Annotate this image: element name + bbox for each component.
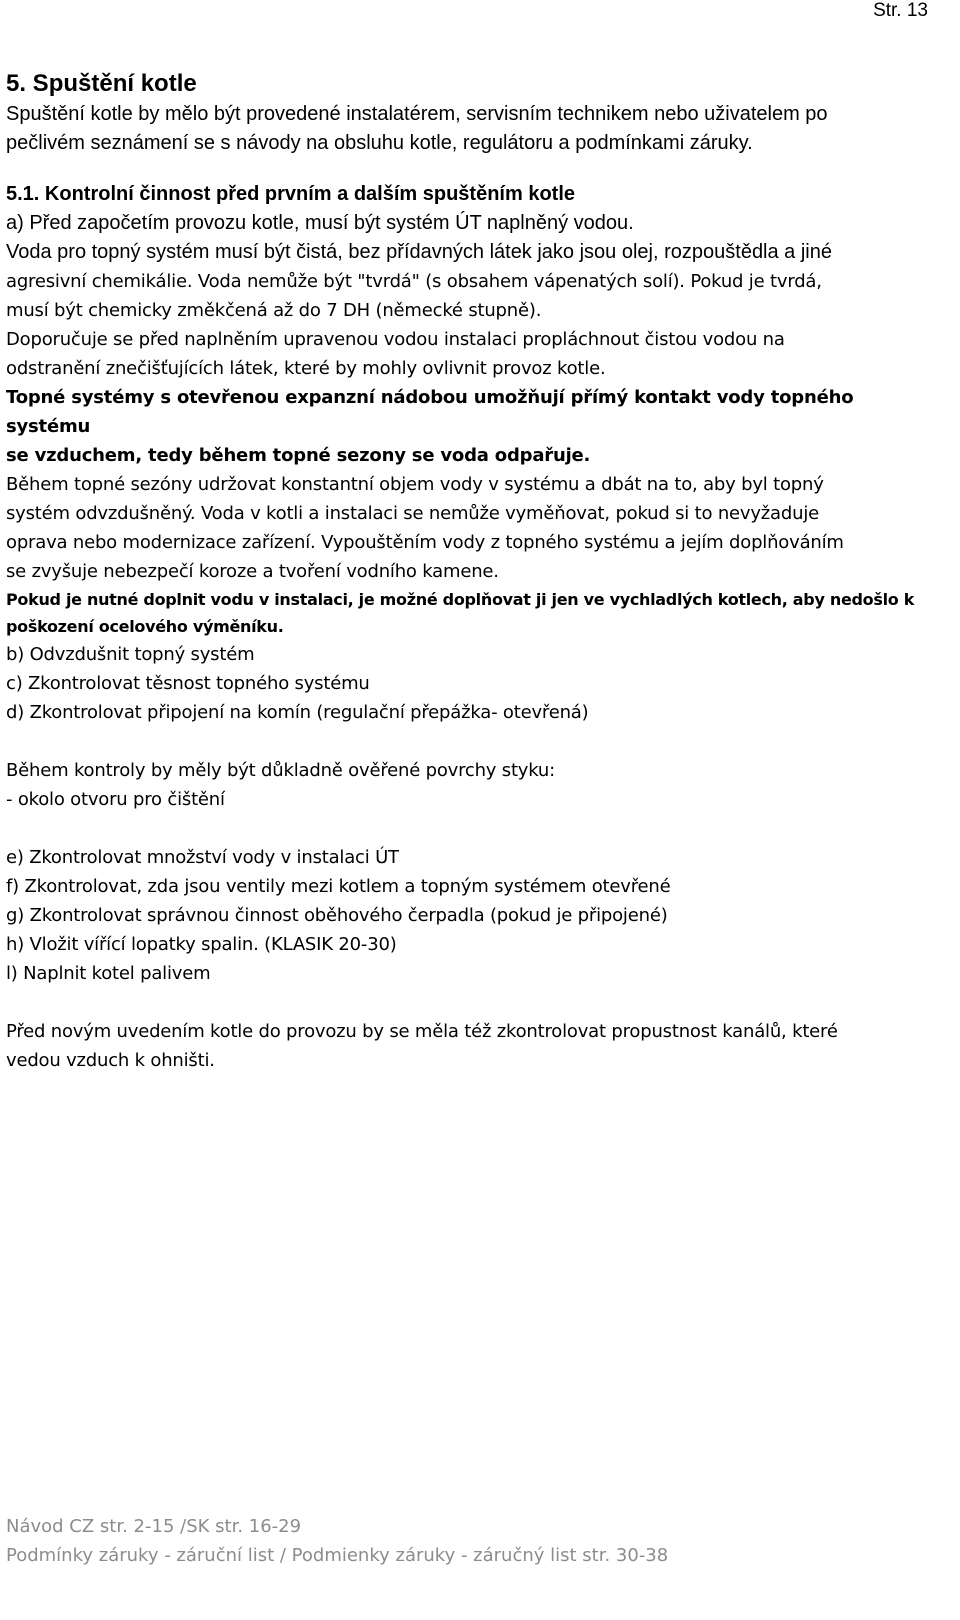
warning-line-1: Topné systémy s otevřenou expanzní nádobou umožňují přímý kontakt vody topného systému — [6, 387, 854, 437]
page-number: Str. 13 — [873, 0, 928, 21]
item-a: a) Před započetím provozu kotle, musí být systém ÚT naplněný vodou. — [6, 212, 634, 234]
water-line-2: agresivní chemikálie. Voda nemůže být "tvrdá" (s obsahem vápenatých solí). Pokud je tvrdá, — [6, 271, 822, 292]
footer-line-2: Podmínky záruky - záruční list / Podmienky záruky - záručný list str. 30-38 — [6, 1545, 669, 1566]
final-line-2: vedou vzduch k ohništi. — [6, 1050, 215, 1071]
rinse-line-2: odstranění znečišťujících látek, které by mohly ovlivnit provoz kotle. — [6, 358, 606, 379]
season-line-1: Během topné sezóny udržovat konstantní objem vody v systému a dbát na to, aby byl topný — [6, 474, 824, 495]
step-c: c) Zkontrolovat těsnost topného systému — [6, 673, 370, 694]
step-b: b) Odvzdušnit topný systém — [6, 644, 255, 665]
section-title: 5. Spuštění kotle — [6, 70, 197, 97]
final-line-1: Před novým uvedením kotle do provozu by se měla též zkontrolovat propustnost kanálů, které — [6, 1021, 838, 1042]
inspection-line-1: Během kontroly by měly být důkladně ověřené povrchy styku: — [6, 760, 556, 781]
step-h: h) Vložit vířící lopatky spalin. (KLASIK 20-30) — [6, 934, 397, 955]
page-content — [6, 68, 936, 1075]
step-g: g) Zkontrolovat správnou činnost oběhového čerpadla (pokud je připojené) — [6, 905, 668, 926]
warning-line-2: se vzduchem, tedy během topné sezony se voda odpařuje. — [6, 445, 591, 466]
refill-warning-line-2: poškození ocelového výměníku. — [6, 617, 284, 636]
season-line-3: oprava nebo modernizace zařízení. Vypouštěním vody z topného systému a jejím doplňováním — [6, 532, 844, 553]
intro-line-1: Spuštění kotle by mělo být provedené instalatérem, servisním technikem nebo uživatelem po — [6, 103, 828, 125]
water-line-1: Voda pro topný systém musí být čistá, bez přídavných látek jako jsou olej, rozpouštědla a jiné — [6, 241, 832, 263]
footer-line-1: Návod CZ str. 2-15 /SK str. 16-29 — [6, 1516, 302, 1537]
step-e: e) Zkontrolovat množství vody v instalaci ÚT — [6, 847, 399, 868]
step-d: d) Zkontrolovat připojení na komín (regulační přepážka- otevřená) — [6, 702, 589, 723]
intro-line-2: pečlivém seznámení se s návody na obsluhu kotle, regulátoru a podmínkami záruky. — [6, 132, 753, 154]
step-l: l) Naplnit kotel palivem — [6, 963, 211, 984]
inspection-line-2: - okolo otvoru pro čištění — [6, 789, 225, 810]
subsection-title: 5.1. Kontrolní činnost před prvním a dalším spuštěním kotle — [6, 183, 575, 205]
page-footer — [6, 1512, 668, 1570]
refill-warning-line-1: Pokud je nutné doplnit vodu v instalaci, je možné doplňovat ji jen ve vychladlých kotlech, aby nedošlo k — [6, 590, 915, 609]
step-f: f) Zkontrolovat, zda jsou ventily mezi kotlem a topným systémem otevřené — [6, 876, 671, 897]
season-line-4: se zvyšuje nebezpečí koroze a tvoření vodního kamene. — [6, 561, 499, 582]
rinse-line-1: Doporučuje se před naplněním upravenou vodou instalaci propláchnout čistou vodou na — [6, 329, 785, 350]
season-line-2: systém odvzdušněný. Voda v kotli a instalaci se nemůže vyměňovat, pokud si to nevyžaduje — [6, 503, 819, 524]
water-line-3: musí být chemicky změkčená až do 7 DH (německé stupně). — [6, 300, 542, 321]
